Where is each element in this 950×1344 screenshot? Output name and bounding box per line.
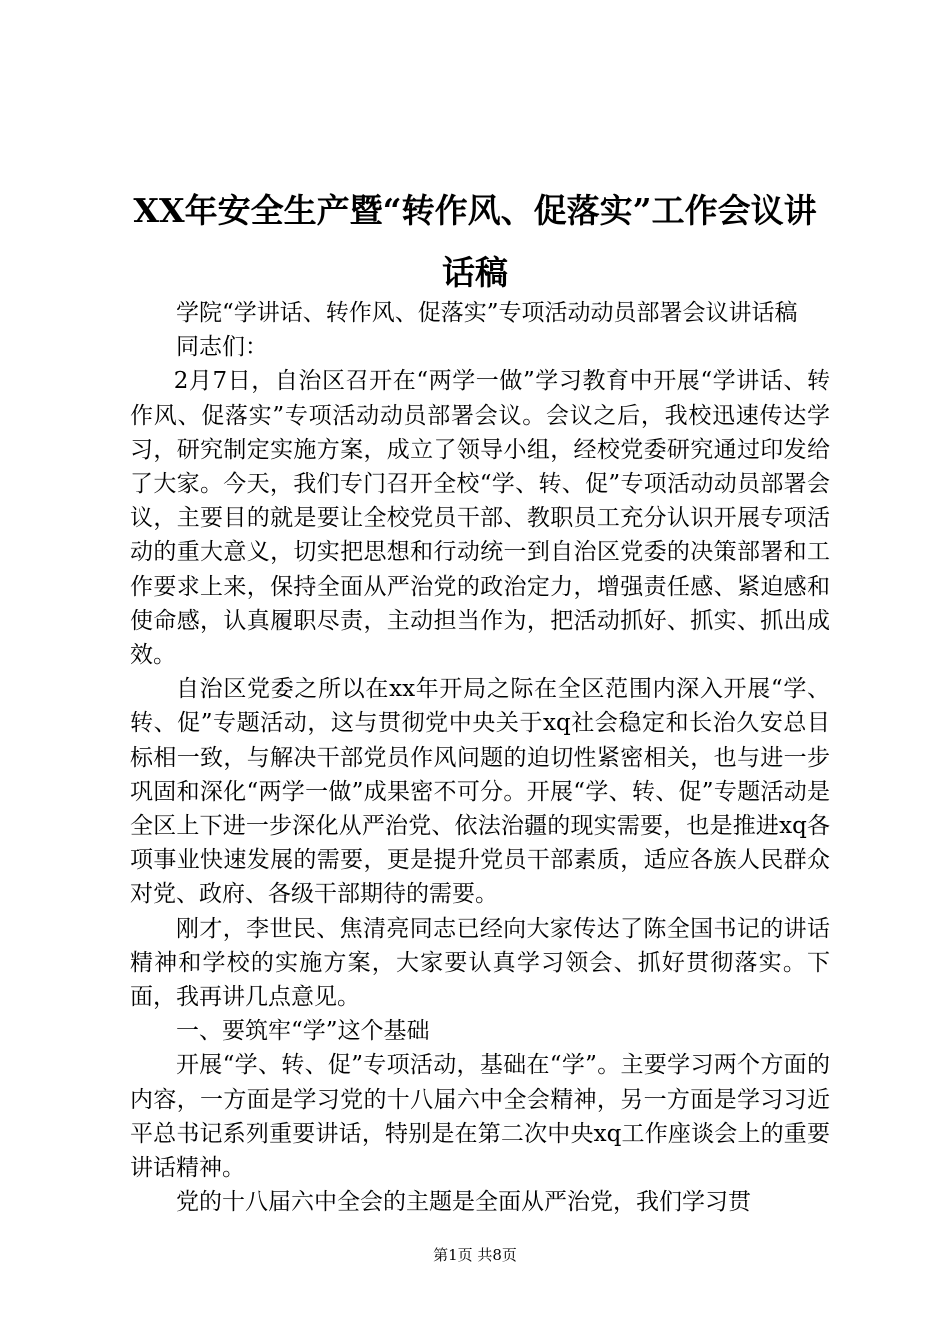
- paragraph-background: 自治区党委之所以在xx年开局之际在全区范围内深入开展“学、转、促”专题活动，这与贯彻党中央关于xq社会稳定和长治久安总目标相一致，与解决干部党员作风问题的迫切性紧密相关，也与进一步巩固和深化“两学一做”成果密不可分。开展“学、转、促”专题活动是全区上下进一步深化从严治党、依法治疆的现实需要，也是推进xq各项事业快速发展的需要，更是提升党员干部素质，适应各族人民群众对党、政府、各级干部期待的需要。: [130, 676, 830, 908]
- document-title: XX年安全生产暨“转作风、促落实”工作会议讲话稿: [133, 191, 817, 292]
- paragraph-study-content: 开展“学、转、促”专项活动，基础在“学”。主要学习两个方面的内容，一方面是学习党的十八届六中全会精神，另一方面是学习习近平总书记系列重要讲话，特别是在第二次中央xq工作座谈会上的重要讲话精神。: [130, 1052, 830, 1182]
- section-heading-1: 一、要筑牢“学”这个基础: [176, 1018, 430, 1045]
- paragraph-continued: 党的十八届六中全会的主题是全面从严治党，我们学习贯: [176, 1189, 751, 1216]
- paragraph-greeting: 同志们：: [176, 334, 268, 361]
- document-body: [130, 296, 830, 1219]
- page-number: 第1页 共8页: [433, 1246, 517, 1264]
- paragraph-subtitle: 学院“学讲话、转作风、促落实”专项活动动员部署会议讲话稿: [176, 300, 798, 326]
- paragraph-meeting-summary: 2月7日，自治区召开在“两学一做”学习教育中开展“学讲话、转作风、促落实”专项活动动员部署会议。会议之后，我校迅速传达学习，研究制定实施方案，成立了领导小组，经校党委研究通过印发给了大家。今天，我们专门召开全校“学、转、促”专项活动动员部署会议，主要目的就是要让全校党员干部、教职员工充分认识开展专项活动的重大意义，切实把思想和行动统一到自治区党委的决策部署和工作要求上来，保持全面从严治党的政治定力，增强责任感、紧迫感和使命感，认真履职尽责，主动担当作为，把活动抓好、抓实、抓出成效。: [130, 368, 830, 669]
- paragraph-transition: 刚才，李世民、焦清亮同志已经向大家传达了陈全国书记的讲话精神和学校的实施方案，大家要认真学习领会、抓好贯彻落实。下面，我再讲几点意见。: [130, 915, 830, 1011]
